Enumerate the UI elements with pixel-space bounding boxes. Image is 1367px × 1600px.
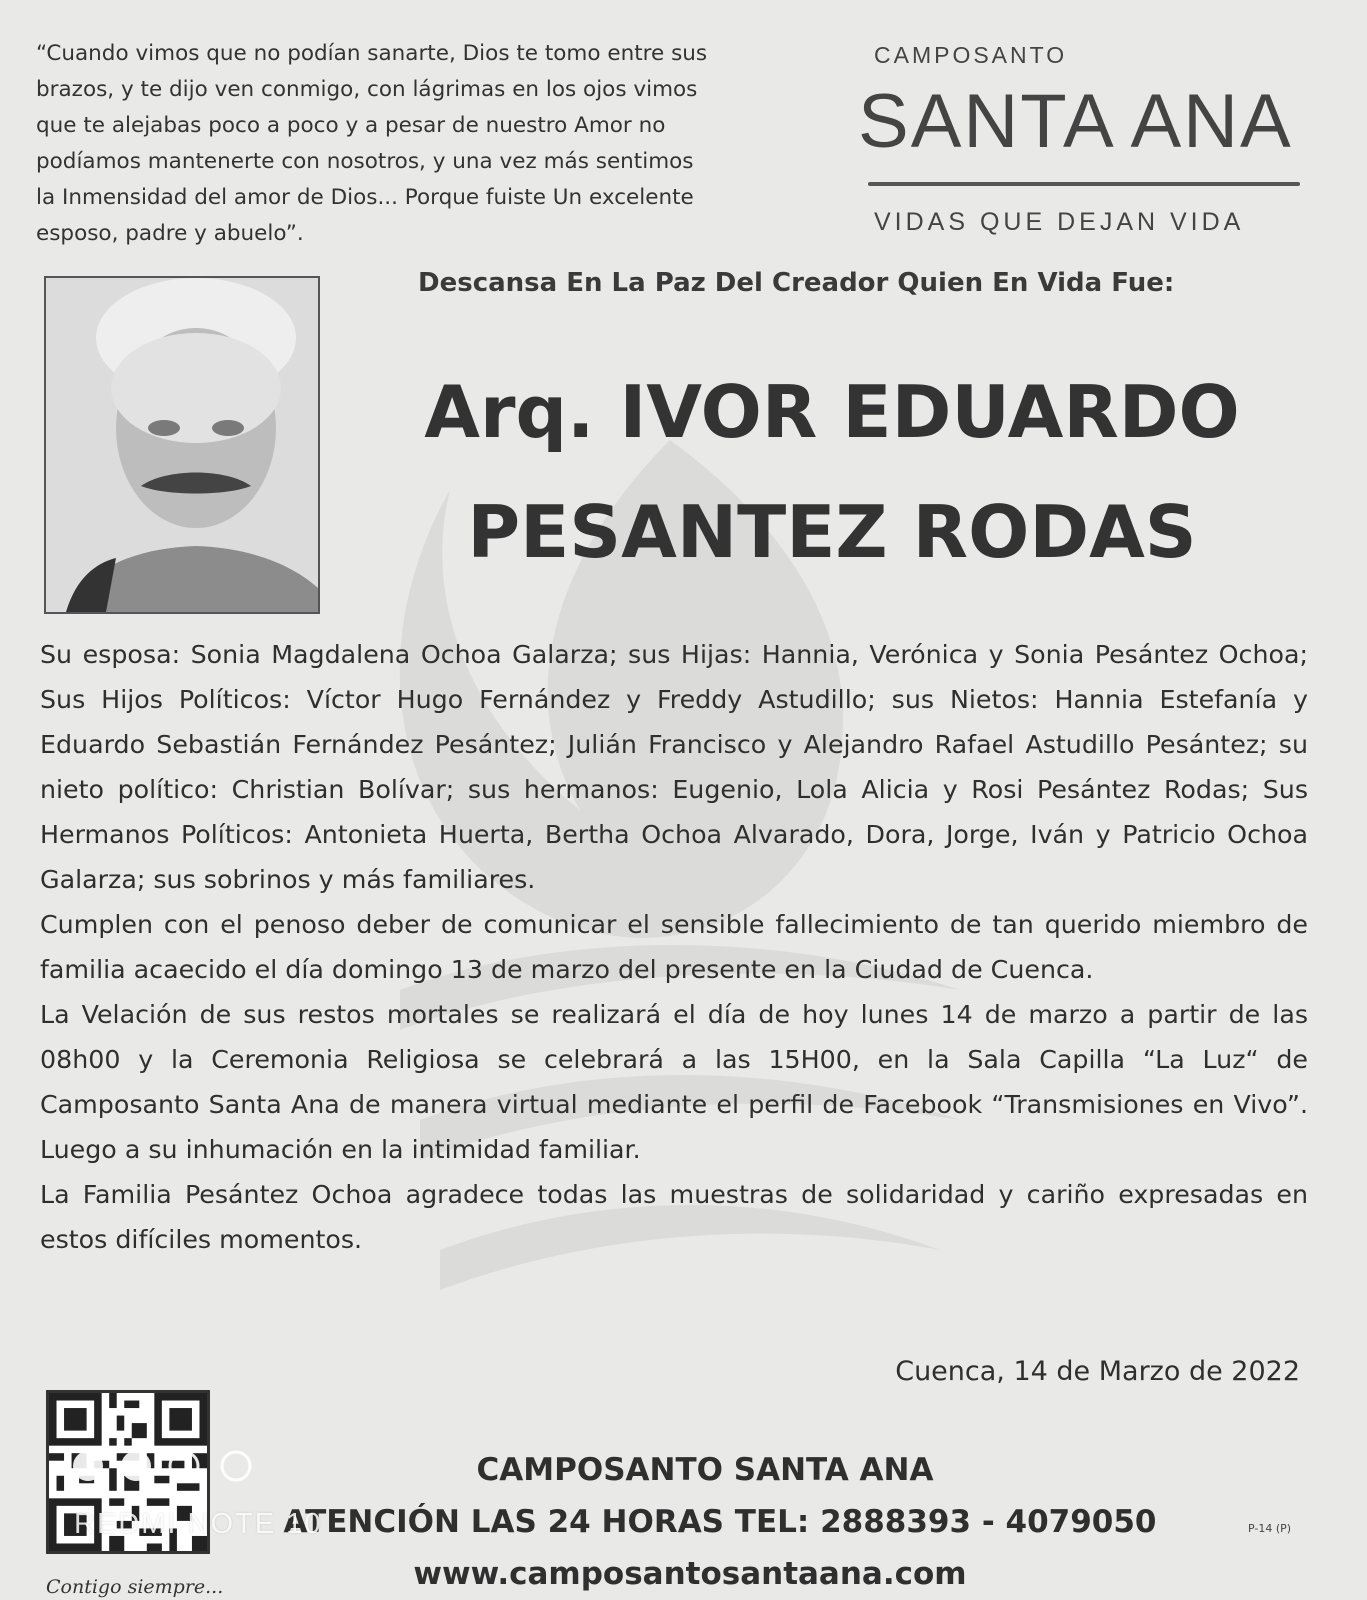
footer-company-name: CAMPOSANTO SANTA ANA — [476, 1452, 934, 1488]
deceased-name-line2: PESANTEZ RODAS — [467, 490, 1197, 574]
footer-website: www.camposantosantaana.com — [413, 1556, 967, 1592]
logo-top-text: CAMPOSANTO — [874, 42, 1068, 68]
obituary-body — [40, 632, 1308, 1262]
camposanto-logo — [848, 38, 1328, 248]
ceremony-paragraph: La Velación de sus restos mortales se realizará el día de hoy lunes 14 de marzo a partir de las 08h00 y la Ceremonia Religiosa se celebrará a las 15H00, en la Sala Capilla “La Luz“ de Camposanto Santa Ana de manera virtual mediante el perfil de Facebook “Transmisiones en Vivo”. Luego a su inhumación en la intimidad familiar. — [40, 1000, 1308, 1164]
thanks-paragraph: La Familia Pesántez Ochoa agradece todas las muestras de solidaridad y cariño expresadas en estos difíciles momentos. — [40, 1180, 1308, 1254]
portrait-photo — [44, 276, 320, 614]
camera-watermark: REDMI NOTE 10 — [74, 1508, 323, 1540]
logo-rule — [868, 182, 1300, 186]
logo-tagline: VIDAS QUE DEJAN VIDA — [874, 208, 1245, 236]
footer-phone: ATENCIÓN LAS 24 HORAS TEL: 2888393 - 4079050 — [283, 1504, 1157, 1540]
logo-main-text: SANTA ANA — [858, 79, 1293, 164]
ad-code: P-14 (P) — [1248, 1522, 1292, 1535]
dateline: Cuenca, 14 de Marzo de 2022 — [895, 1356, 1300, 1387]
qr-caption: Contigo siempre... — [46, 1576, 224, 1598]
family-paragraph: Su esposa: Sonia Magdalena Ochoa Galarza; sus Hijas: Hannia, Verónica y Sonia Pesántez Ochoa; Sus Hijos Políticos: Víctor Hugo Fernández y Freddy Astudillo; sus Nietos: Hannia Estefanía y Eduardo Sebastián Fernández Pesántez; Julián Francisco y Alejandro Rafael Astudillo Pesántez; su nieto político: Christian Bolívar; sus hermanos: Eugenio, Lola Alicia y Rosi Pesántez Rodas; Sus Hermanos Políticos: Antonieta Huerta, Bertha Ochoa Alvarado, Dora, Jorge, Iván y Patricio Ochoa Galarza; sus sobrinos y más familiares. — [40, 640, 1308, 894]
deceased-name — [334, 352, 1330, 592]
announcement-paragraph: Cumplen con el penoso deber de comunicar el sensible fallecimiento de tan querido miembro de familia acaecido el día domingo 13 de marzo del presente en la Ciudad de Cuenca. — [40, 910, 1308, 984]
camera-dots-icon — [70, 1448, 270, 1484]
rest-in-peace-heading: Descansa En La Paz Del Creador Quien En Vida Fue: — [418, 268, 1175, 298]
deceased-name-line1: Arq. IVOR EDUARDO — [424, 370, 1240, 454]
memorial-quote: “Cuando vimos que no podían sanarte, Dios te tomo entre sus brazos, y te dijo ven conmigo, con lágrimas en los ojos vimos que te alejabas poco a poco y a pesar de nuestro Amor no podíamos mantenerte con nosotros, y una vez más sentimos la Inmensidad del amor de Dios... Porque fuiste Un excelente esposo, padre y abuelo”. — [36, 41, 708, 246]
portrait-illustration — [46, 278, 318, 612]
